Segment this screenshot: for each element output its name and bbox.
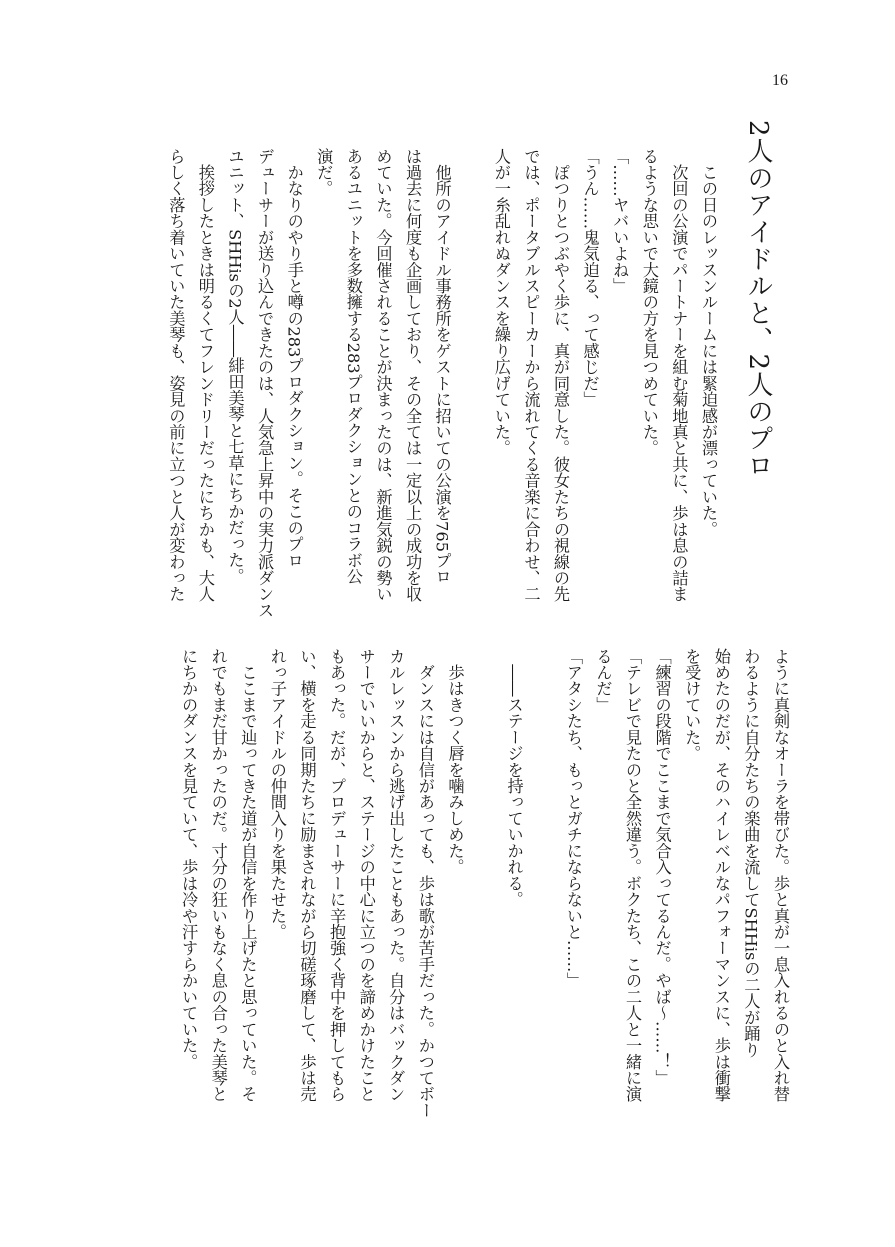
text-column: もあった。だが、プロデューサーに辛抱強く背中を押してもら bbox=[327, 648, 347, 1103]
text-column: い、横を走る同期たちに励まされながら切磋琢磨して、歩は売 bbox=[297, 648, 317, 1103]
text-column: 次回の公演でパートナーを組む菊地真と共に、歩は息の詰ま bbox=[669, 148, 689, 603]
text-column: 「練習の段階でここまで気合入ってるんだ。やば〜……！」 bbox=[652, 648, 672, 1086]
text-column: ダンスには自信があっても、歩は歌が苦手だった。かつてボー bbox=[415, 648, 435, 1119]
text-column: では、ポータブルスピーカーから流れてくる音楽に合わせ、二 bbox=[521, 148, 541, 603]
text-column: にちかのダンスを見ていて、歩は冷や汗すらかいていた。 bbox=[179, 648, 199, 1070]
text-column: 他所のアイドル事務所をゲストに招いての公演を765プロ bbox=[432, 148, 452, 585]
chapter-title: 2人のアイドルと、2人のプロ bbox=[743, 120, 773, 480]
text-column: は過去に何度も企画しており、その全ては一定以上の成功を収 bbox=[403, 148, 423, 603]
text-column: を受けていた。 bbox=[682, 648, 702, 762]
text-column: 挨拶したときは明るくてフレンドリーだったにちかも、大人 bbox=[195, 148, 215, 603]
text-column bbox=[457, 148, 487, 618]
text-column bbox=[469, 648, 499, 1118]
text-column: めていた。今回催されることが決まったのは、新進気鋭の勢い bbox=[373, 148, 393, 603]
text-column: ように真剣なオーラを帯びた。歩と真が一息入れるのと入れ替 bbox=[771, 648, 790, 1103]
text-column: 「アタシたち、もっとガチにならないと……」 bbox=[563, 648, 583, 989]
text-column: るんだ」 bbox=[593, 648, 613, 713]
text-column: ここまで辿ってきた道が自信を作り上げたと思っていた。そ bbox=[238, 648, 258, 1103]
text-column: デューサーが送り込んできたのは、人気急上昇中の実力派ダンス bbox=[255, 148, 275, 619]
text-column: わるように自分たちの楽曲を流してSHHisの二人が踊り bbox=[741, 648, 761, 1058]
lower-text-block bbox=[174, 648, 795, 1118]
text-column: カルレッスンから逃げ出したこともあった。自分はバックダン bbox=[386, 648, 406, 1103]
text-column: れっ子アイドルの仲間入りを果たせた。 bbox=[267, 648, 287, 940]
text-column: 始めたのだが、そのハイレベルなパフォーマンスに、歩は衝撃 bbox=[711, 648, 731, 1103]
text-column: るような思いで大鏡の方を見つめていた。 bbox=[639, 148, 659, 457]
text-column: ぽつりとつぶやく歩に、真が同意した。彼女たちの視線の先 bbox=[551, 148, 571, 603]
upper-text-block bbox=[161, 148, 723, 618]
page-number: 16 bbox=[772, 72, 788, 89]
text-column: 「……ヤバいよね」 bbox=[610, 148, 630, 294]
text-column: 「テレビで見たのと全然違う。ボクたち、この二人と一緒に演 bbox=[623, 648, 643, 1103]
text-column: サーでいいからと、ステージの中心に立つのを諦めかけたこと bbox=[356, 648, 376, 1103]
text-column: ――ステージを持っていかれる。 bbox=[504, 648, 524, 908]
text-column: らしく落ち着いていた美琴も、姿見の前に立つと人が変わった bbox=[166, 148, 186, 603]
text-column: 歩はきつく唇を噛みしめた。 bbox=[445, 648, 465, 876]
text-column bbox=[529, 648, 559, 1118]
text-column: 演だ。 bbox=[314, 148, 334, 197]
text-column: ユニット、SHHisの2人――緋田美琴と七草にちかだった。 bbox=[225, 148, 245, 585]
text-column: 人が一糸乱れぬダンスを繰り広げていた。 bbox=[491, 148, 511, 457]
text-column: 「うん……鬼気迫る、って感じだ」 bbox=[580, 148, 600, 408]
text-column: あるユニットを多数擁する283プロダクションとのコラボ公 bbox=[343, 148, 363, 585]
text-column: かなりのやり手と噂の283プロダクション。そこのプロ bbox=[284, 148, 304, 569]
text-column: この日のレッスンルームには緊迫感が漂っていた。 bbox=[699, 148, 718, 538]
text-column: れでもまだ甘かったのだ。寸分の狂いもなく息の合った美琴と bbox=[208, 648, 228, 1103]
